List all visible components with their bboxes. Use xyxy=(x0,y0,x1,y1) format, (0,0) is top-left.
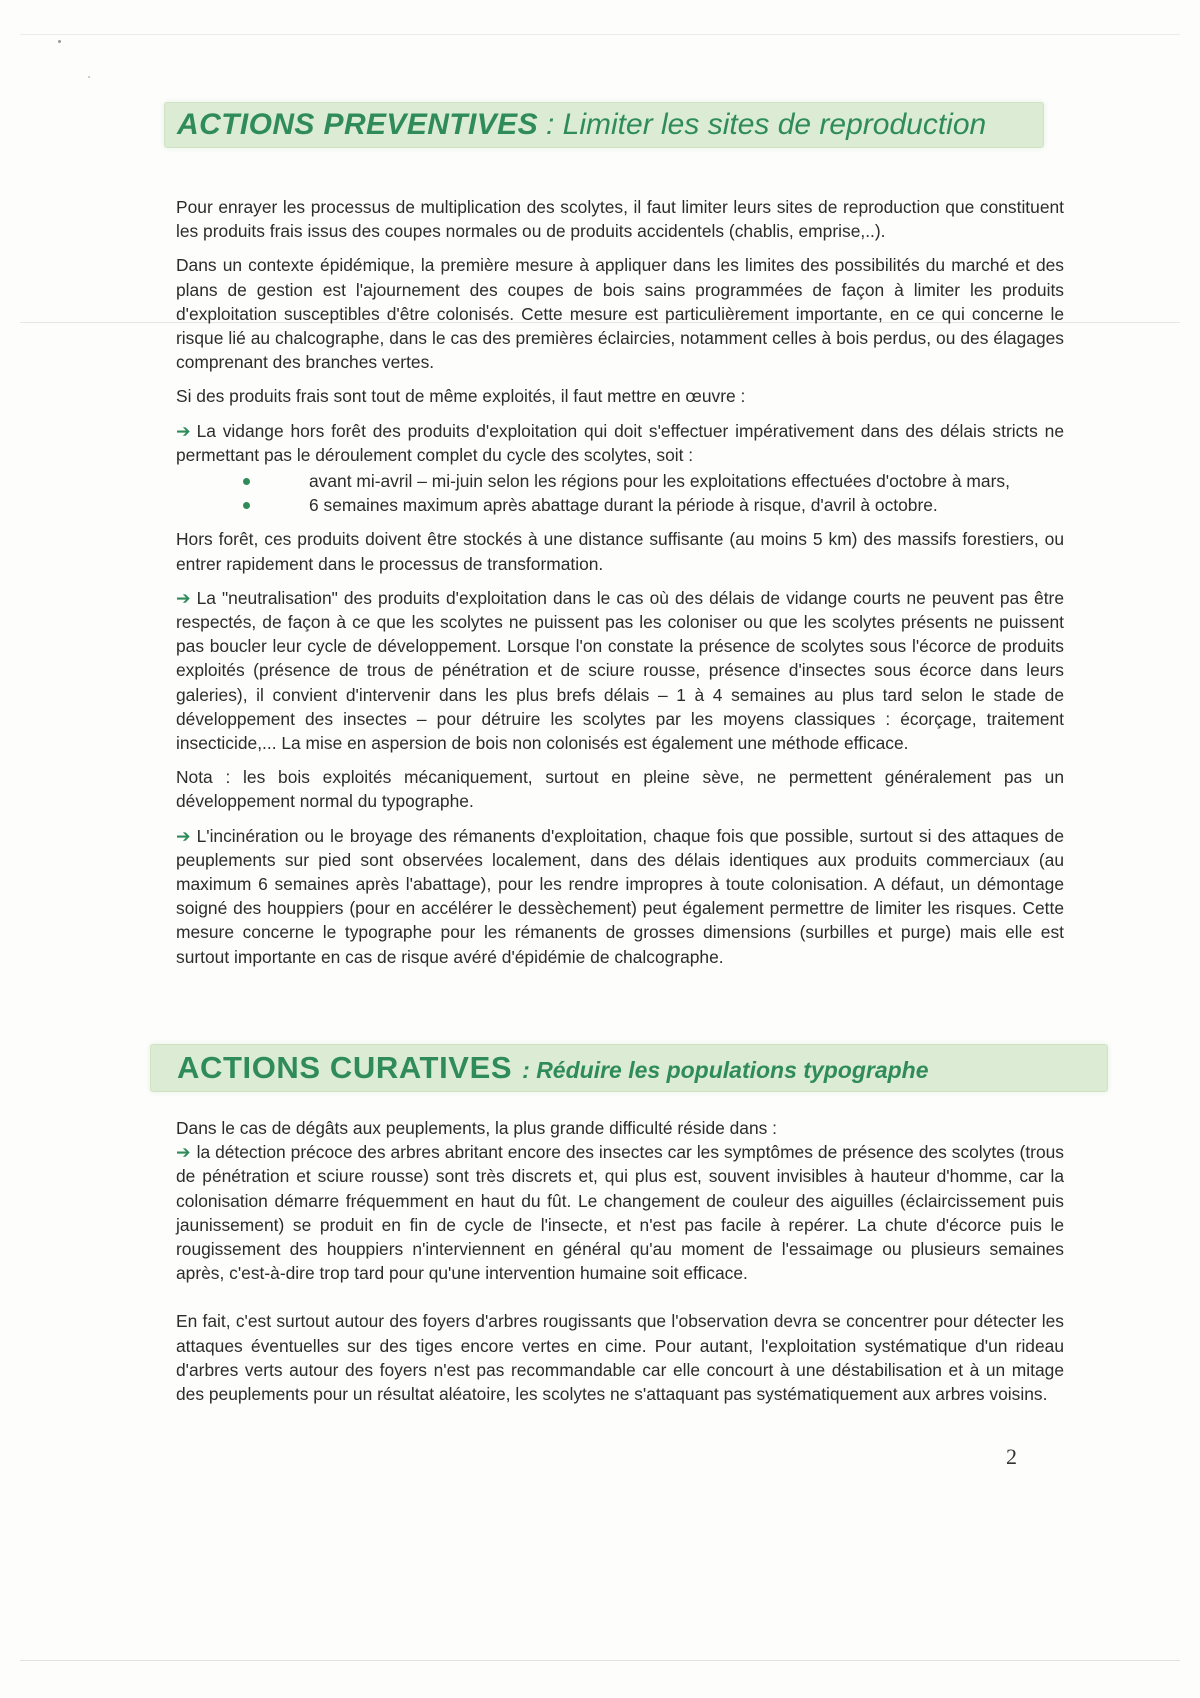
arrow-icon: ➔ xyxy=(176,825,191,846)
nota-paragraph: Nota : les bois exploités mécaniquement, surtout en pleine sève, ne permettent généralement pas un développement normal du typographe. xyxy=(176,767,1064,812)
arrow-icon: ➔ xyxy=(176,587,191,608)
section-title-strong: ACTIONS CURATIVES xyxy=(177,1050,513,1085)
paragraph: Hors forêt, ces produits doivent être stockés à une distance suffisante (au moins 5 km) des massifs forestiers, ou entrer rapidement dans le processus de transformation. xyxy=(176,529,1064,574)
section-title-strong: ACTIONS PREVENTIVES xyxy=(177,108,538,141)
paragraph: En fait, c'est surtout autour des foyers d'arbres rougissants que l'observation devra se concentrer pour détecter les attaques éventuelles sur des tiges encore vertes en cime. Pour autant, l'exploitation systématique d'un rideau d'arbres verts autour des foyers n'est pas recommandable car elle concourt à une déstabilisation et à un mitage des peuplements pour un résultat aléatoire, les scolytes ne s'attaquant pas systématiquement aux arbres voisins. xyxy=(176,1311,1064,1405)
arrow-paragraph xyxy=(176,586,1064,755)
list-item xyxy=(176,493,1064,517)
list-item-text: avant mi-avril – mi-juin selon les régions pour les exploitations effectuées d'octobre à mars, xyxy=(309,471,1010,492)
arrow-paragraph xyxy=(176,419,1064,467)
section-body-preventives xyxy=(176,195,1064,979)
bullet-icon xyxy=(243,478,250,485)
scan-speck xyxy=(58,40,61,43)
paragraph-text: La vidange hors forêt des produits d'exploitation qui doit s'effectuer impérativement dans des délais stricts ne permettant pas le déroulement complet du cycle des scolytes, soit : xyxy=(176,420,1064,465)
arrow-icon: ➔ xyxy=(176,420,191,441)
section-body-curatives xyxy=(176,1116,1064,1416)
paragraph: Dans un contexte épidémique, la première mesure à appliquer dans les limites des possibilités du marché et des plans de gestion est l'ajournement des coupes de bois sains programmées de façon à limiter les produits d'exploitation susceptibles d'être colonisés. Cette mesure est particulièrement importante, en ce qui concerne le risque lié au chalcographe, dans le cas des premières éclaircies, notamment celles à bois perdus, ou des élagages comprenant des branches vertes. xyxy=(176,255,1064,373)
list-item xyxy=(176,469,1064,493)
paragraph: Pour enrayer les processus de multiplication des scolytes, il faut limiter leurs sites de reproduction que constituent les produits frais issus des coupes normales ou de produits accidentels (chablis, emprise,..). xyxy=(176,197,1064,242)
list-item-text: 6 semaines maximum après abattage durant la période à risque, d'avril à octobre. xyxy=(309,495,938,516)
bullet-icon xyxy=(243,502,250,509)
scan-speck xyxy=(88,76,90,78)
paragraph-text: la détection précoce des arbres abritant encore des insectes car les symptômes de présence des scolytes (trous de pénétration et sciure rousse) sont très discrets et, qui plus est, souvent invisibles à hauteur d'homme, car la colonisation démarre fréquemment en haut du fût. Le changement de couleur des aiguilles (éclaircissement puis jaunissement) se produit en fin de cycle de l'insecte, et n'est pas facile à repérer. La chute d'écorce puis le rougissement des houppiers n'interviennent en général qu'au moment de l'essaimage ou plusieurs semaines après, c'est-à-dire trop tard pour qu'une intervention humaine soit efficace. xyxy=(176,1142,1064,1284)
section-banner-curatives xyxy=(150,1044,1108,1092)
paragraph: Dans le cas de dégâts aux peuplements, la plus grande difficulté réside dans : xyxy=(176,1118,777,1138)
arrow-paragraph xyxy=(176,824,1064,969)
paragraph: Si des produits frais sont tout de même exploités, il faut mettre en œuvre : xyxy=(176,386,746,407)
section-title-subtitle: : Limiter les sites de reproduction xyxy=(546,108,987,141)
arrow-paragraph xyxy=(176,1140,1064,1285)
paragraph-text: L'incinération ou le broyage des rémanents d'exploitation, chaque fois que possible, surtout si des attaques de peuplements sur pied sont observées localement, dans des délais identiques aux produits commerciaux (au maximum 6 semaines après l'abattage), pour les rendre impropres à toute colonisation. A défaut, un démontage soigné des houppiers (pour en accélérer le dessèchement) peut également permettre de limiter les risques. Cette mesure concerne le typographe pour les rémanents de grosses dimensions (surbilles et purge) mais elle est surtout importante en cas de risque avéré d'épidémie de chalcographe. xyxy=(176,825,1064,967)
section-banner-preventives xyxy=(164,102,1044,148)
paragraph-text: La "neutralisation" des produits d'exploitation dans le cas où des délais de vidange courts ne peuvent pas être respectés, de façon à ce que les scolytes ne puissent pas les coloniser ou que les scolytes présents ne puissent pas boucler leur cycle de développement. Lorsque l'on constate la présence de scolytes sous l'écorce de produits exploités (présence de trous de pénétration et de sciure rousse, présence d'insectes sous écorce dans leurs galeries), il convient d'intervenir dans les plus brefs délais – 1 à 4 semaines au plus tard selon le stade de développement des insectes – pour détruire les scolytes par les moyens classiques : écorçage, traitement insecticide,... La mise en aspersion de bois non colonisés est également une méthode efficace. xyxy=(176,587,1064,754)
page-number: 2 xyxy=(1006,1444,1017,1469)
arrow-icon: ➔ xyxy=(176,1142,191,1163)
bullet-list xyxy=(176,469,1064,517)
scan-artifact-line xyxy=(20,1660,1180,1661)
scan-artifact-line xyxy=(20,34,1180,35)
section-title-subtitle: : Réduire les populations typographe xyxy=(522,1056,929,1083)
